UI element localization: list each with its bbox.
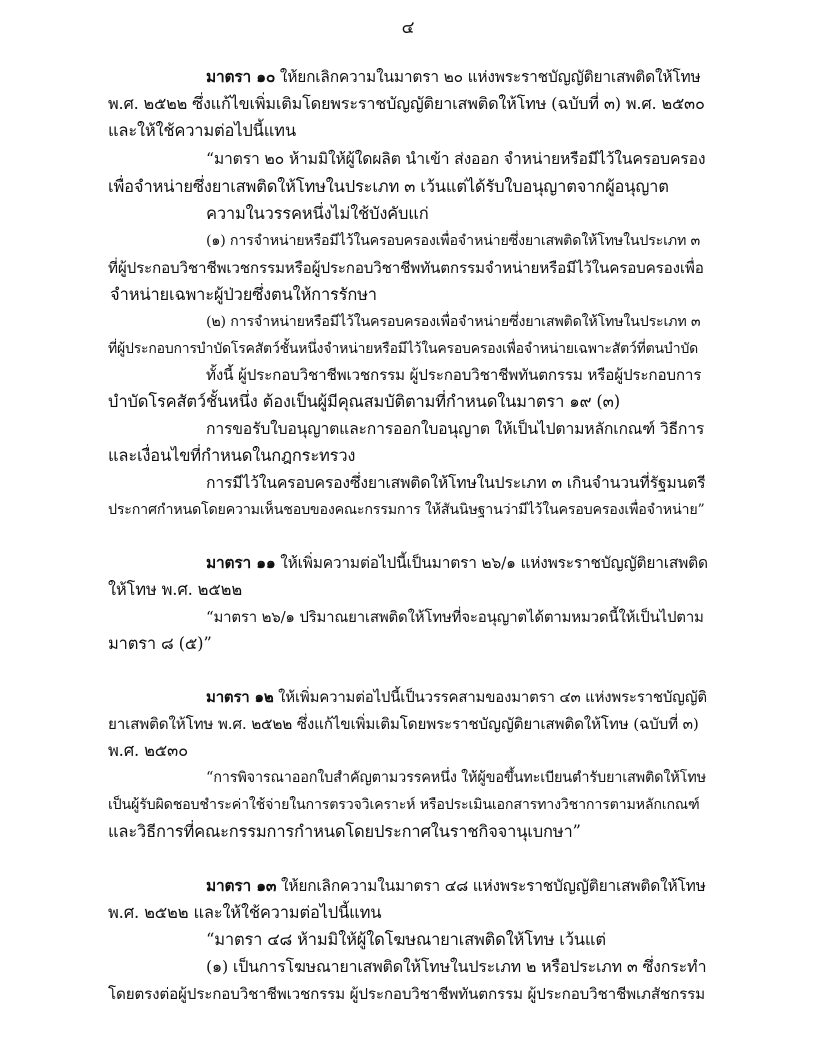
- section-keyword: มาตรา ๑๒: [206, 688, 274, 706]
- line-text: ให้เพิ่มความต่อไปนี้เป็นมาตรา ๒๖/๑ แห่งพระราชบัญญัติยาเสพติด: [275, 554, 708, 572]
- text-line: ประกาศกำหนดโดยความเห็นชอบของคณะกรรมการ ให้สันนิษฐานว่ามีไว้ในครอบครองเพื่อจำหน่าย”: [108, 502, 705, 518]
- section-11-heading: [206, 552, 708, 574]
- text-line: “การพิจารณาออกใบสำคัญตามวรรคหนึ่ง ให้ผู้ขอขึ้นทะเบียนตำรับยาเสพติดให้โทษ: [206, 770, 706, 786]
- text-line: เป็นผู้รับผิดชอบชำระค่าใช้จ่ายในการตรวจวิเคราะห์ หรือประเมินเอกสารทางวิชาการตามหลักเกณฑ์: [108, 797, 700, 813]
- text-line: และเงื่อนไขที่กำหนดในกฎกระทรวง: [108, 446, 356, 465]
- section-10-heading: [206, 66, 701, 88]
- text-line: และให้ใช้ความต่อไปนี้แทน: [108, 121, 296, 140]
- text-line: การมีไว้ในครอบครองซึ่งยาเสพติดให้โทษในประเภท ๓ เกินจำนวนที่รัฐมนตรี: [206, 473, 706, 492]
- text-line: ให้โทษ พ.ศ. ๒๕๒๒: [108, 580, 242, 599]
- text-line: (๒) การจำหน่ายหรือมีไว้ในครอบครองเพื่อจำหน่ายซึ่งยาเสพติดให้โทษในประเภท ๓: [206, 314, 701, 330]
- line-text: ให้เพิ่มความต่อไปนี้เป็นวรรคสามของมาตรา ๔๓ แห่งพระราชบัญญัติ: [273, 688, 707, 706]
- line-text: ให้ยกเลิกความในมาตรา ๒๐ แห่งพระราชบัญญัติยาเสพติดให้โทษ: [275, 68, 701, 86]
- text-line: การขอรับใบอนุญาตและการออกใบอนุญาต ให้เป็นไปตามหลักเกณฑ์ วิธีการ: [206, 419, 705, 438]
- text-line: จำหน่ายเฉพาะผู้ป่วยซึ่งตนให้การรักษา: [110, 285, 377, 304]
- text-line: พ.ศ. ๒๕๒๒ ซึ่งแก้ไขเพิ่มเติมโดยพระราชบัญญัติยาเสพติดให้โทษ (ฉบับที่ ๓) พ.ศ. ๒๕๓๐: [108, 94, 705, 113]
- section-13-heading: [206, 875, 706, 897]
- text-line: บำบัดโรคสัตว์ชั้นหนึ่ง ต้องเป็นผู้มีคุณสมบัติตามที่กำหนดในมาตรา ๑๙ (๓): [108, 392, 620, 411]
- section-keyword: มาตรา ๑๓: [206, 876, 277, 895]
- text-line: (๑) เป็นการโฆษณายาเสพติดให้โทษในประเภท ๒ หรือประเภท ๓ ซึ่งกระทำ: [206, 957, 707, 976]
- text-line: ยาเสพติดให้โทษ พ.ศ. ๒๕๒๒ ซึ่งแก้ไขเพิ่มเติมโดยพระราชบัญญัติยาเสพติดให้โทษ (ฉบับที่ ๓): [108, 715, 699, 733]
- line-text: ให้ยกเลิกความในมาตรา ๔๘ แห่งพระราชบัญญัติยาเสพติดให้โทษ: [276, 877, 706, 895]
- section-12-heading: [206, 686, 707, 708]
- text-line: ความในวรรคหนึ่งไม่ใช้บังคับแก่: [206, 204, 429, 223]
- text-line: ที่ผู้ประกอบการบำบัดโรคสัตว์ชั้นหนึ่งจำหน่ายหรือมีไว้ในครอบครองเพื่อจำหน่ายเฉพาะสัตว์ที่ตนบำบัด: [108, 341, 699, 357]
- text-line: “มาตรา ๒๐ ห้ามมิให้ผู้ใดผลิต นำเข้า ส่งออก จำหน่ายหรือมีไว้ในครอบครอง: [206, 149, 706, 168]
- text-line: (๑) การจำหน่ายหรือมีไว้ในครอบครองเพื่อจำหน่ายซึ่งยาเสพติดให้โทษในประเภท ๓: [206, 233, 701, 249]
- text-line: ทั้งนี้ ผู้ประกอบวิชาชีพเวชกรรม ผู้ประกอบวิชาชีพทันตกรรม หรือผู้ประกอบการ: [206, 366, 702, 384]
- section-keyword: มาตรา ๑๑: [206, 553, 276, 572]
- text-line: มาตรา ๘ (๕)”: [108, 634, 212, 653]
- text-line: “มาตรา ๒๖/๑ ปริมาณยาเสพติดให้โทษที่จะอนุญาตได้ตามหมวดนี้ให้เป็นไปตาม: [206, 608, 704, 626]
- text-line: พ.ศ. ๒๕๓๐: [108, 741, 188, 760]
- text-line: โดยตรงต่อผู้ประกอบวิชาชีพเวชกรรม ผู้ประกอบวิชาชีพทันตกรรม ผู้ประกอบวิชาชีพเภสัชกรรม: [108, 985, 706, 1003]
- text-line: เพื่อจำหน่ายซึ่งยาเสพติดให้โทษในประเภท ๓ เว้นแต่ได้รับใบอนุญาตจากผู้อนุญาต: [108, 177, 669, 196]
- text-line: “มาตรา ๔๘ ห้ามมิให้ผู้ใดโฆษณายาเสพติดให้โทษ เว้นแต่: [206, 930, 606, 949]
- page-number: ๔: [401, 18, 415, 38]
- section-keyword: มาตรา ๑๐: [206, 67, 276, 86]
- text-line: และวิธีการที่คณะกรรมการกำหนดโดยประกาศในราชกิจจานุเบกษา”: [108, 822, 581, 841]
- text-line: พ.ศ. ๒๕๒๒ และให้ใช้ความต่อไปนี้แทน: [108, 903, 382, 922]
- text-line: ที่ผู้ประกอบวิชาชีพเวชกรรมหรือผู้ประกอบวิชาชีพทันตกรรมจำหน่ายหรือมีไว้ในครอบครองเพื่อ: [108, 259, 704, 277]
